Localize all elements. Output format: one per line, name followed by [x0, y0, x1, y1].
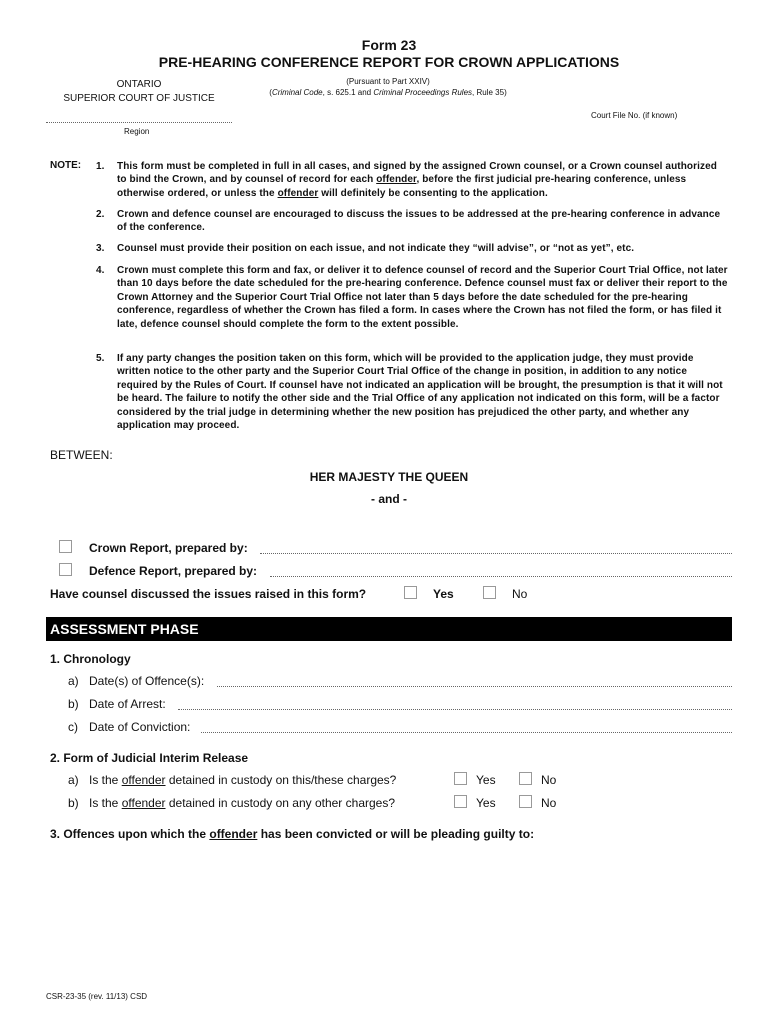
note-item-4 [0, 264, 770, 348]
crown-report-field[interactable] [260, 553, 732, 554]
defence-report-label: Defence Report, prepared by: [89, 564, 258, 578]
note-text: Counsel must provide their position on each issue, and not indicate they “will advise”, or “not as yet”, etc. [117, 243, 635, 254]
note-number: 2. [96, 209, 105, 220]
note-number: 3. [96, 243, 105, 254]
discussed-yes-label: Yes [433, 587, 454, 601]
detained-this-yes-checkbox[interactable] [454, 772, 467, 785]
crown-report-label: Crown Report, prepared by: [89, 541, 248, 555]
court-block [44, 78, 234, 106]
note-number: 4. [96, 265, 105, 276]
item-letter: b) [68, 796, 79, 810]
detained-other-charges-question: Is the offender detained in custody on any other charges? [89, 796, 396, 810]
offences-title: 3. Offences upon which the offender has been convicted or will be pleading guilty to: [50, 827, 535, 841]
citation-text: (Criminal Code, s. 625.1 and Criminal Proceedings Rules, Rule 35) [269, 88, 507, 97]
detained-this-yes-label: Yes [476, 773, 496, 787]
detained-this-no-label: No [541, 773, 557, 787]
arrest-date-field[interactable] [178, 709, 732, 710]
defence-report-checkbox[interactable] [59, 563, 72, 576]
province-label: ONTARIO [116, 79, 162, 90]
discussed-yes-checkbox[interactable] [404, 586, 417, 599]
detained-other-yes-label: Yes [476, 796, 496, 810]
note-number: 5. [96, 353, 105, 364]
form-title: PRE-HEARING CONFERENCE REPORT FOR CROWN APPLICATIONS [158, 54, 620, 70]
item-letter: b) [68, 697, 79, 711]
discussed-no-checkbox[interactable] [483, 586, 496, 599]
release-title: 2. Form of Judicial Interim Release [50, 751, 249, 765]
assessment-phase-heading: ASSESSMENT PHASE [46, 617, 732, 641]
note-label: NOTE: [50, 160, 82, 171]
note-item-1 [0, 160, 770, 204]
item-letter: a) [68, 773, 79, 787]
detained-other-no-checkbox[interactable] [519, 795, 532, 808]
note-text: Crown must complete this form and fax, or deliver it to defence counsel of record and the Superior Court Trial Office, not later than 10 days before the date scheduled for the pre-hearing conference. Defence counsel must fax or deliver their report to the Crown Attorney and the Superior Court Trial Office not later than 5 days before the date scheduled for the pre-hearing conference, regardless of whether the Crown has filed a form. In cases where the Crown has not filed the form, or has filed it late, defence counsel should complete the form to the extent possible. [117, 265, 728, 330]
and-separator: - and - [371, 492, 407, 506]
court-name: SUPERIOR COURT OF JUSTICE [63, 93, 215, 104]
crown-report-checkbox[interactable] [59, 540, 72, 553]
item-letter: a) [68, 674, 79, 688]
pursuant-block [248, 76, 528, 98]
form-code-footer: CSR-23-35 (rev. 11/13) CSD [46, 992, 148, 1001]
pursuant-text: (Pursuant to Part XXIV) [346, 77, 430, 86]
region-label: Region [124, 127, 150, 136]
discussed-no-label: No [512, 587, 528, 601]
detained-other-yes-checkbox[interactable] [454, 795, 467, 808]
conviction-date-label: Date of Conviction: [89, 720, 191, 734]
note-item-5 [0, 352, 770, 436]
crown-party: HER MAJESTY THE QUEEN [309, 470, 469, 484]
court-file-label: Court File No. (if known) [591, 111, 678, 120]
detained-other-no-label: No [541, 796, 557, 810]
region-field[interactable] [46, 122, 232, 123]
note-text: If any party changes the position taken on this form, which will be provided to the application judge, they must provide written notice to the other party and the Superior Court Trial Office of the change in position, in addition to any notice required by the Rules of Court. If counsel have not indicated an application will be brought, the presumption is that it will not be heard. The failure to notify the other side and the Trial Office of any application not indicated on this form, will be a factor considered by the trial judge in determining whether the new position has prejudiced the other party, and whether any application may proceed. [117, 353, 723, 432]
conviction-date-field[interactable] [201, 732, 732, 733]
note-item-2 [0, 208, 770, 238]
offence-dates-field[interactable] [217, 686, 732, 687]
between-label: BETWEEN: [50, 448, 113, 462]
detained-this-no-checkbox[interactable] [519, 772, 532, 785]
chronology-title: 1. Chronology [50, 652, 131, 666]
item-letter: c) [68, 720, 78, 734]
arrest-date-label: Date of Arrest: [89, 697, 166, 711]
form-number: Form 23 [361, 37, 417, 53]
note-number: 1. [96, 161, 105, 172]
discussed-question: Have counsel discussed the issues raised in this form? [50, 587, 367, 601]
detained-this-charges-question: Is the offender detained in custody on this/these charges? [89, 773, 397, 787]
offence-dates-label: Date(s) of Offence(s): [89, 674, 205, 688]
note-item-3 [0, 242, 770, 258]
defence-report-field[interactable] [270, 576, 732, 577]
note-text: Crown and defence counsel are encouraged to discuss the issues to be addressed at the pre-hearing conference in advance of the conference. [117, 209, 721, 234]
note-text: This form must be completed in full in all cases, and signed by the assigned Crown counsel, or a Crown counsel authorized to bind the Crown, and by counsel of record for each offender, before the first judicial pre-hearing conference, unless otherwise ordered, or unless the offender will definitely be consenting to the application. [117, 161, 717, 199]
